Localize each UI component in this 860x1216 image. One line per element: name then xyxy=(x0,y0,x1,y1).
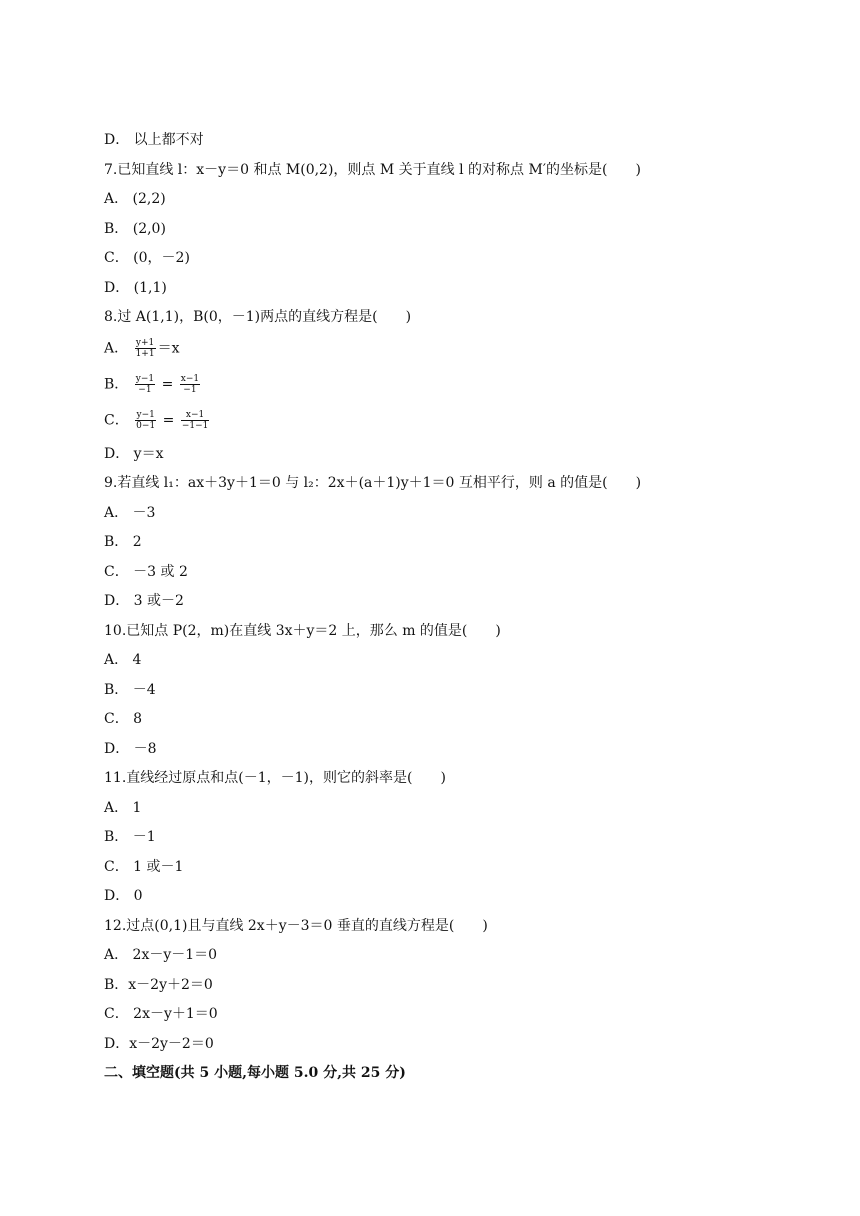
q11-option-d: D． 0 xyxy=(104,888,143,904)
denominator: −1−1 xyxy=(181,421,209,431)
fraction xyxy=(135,374,155,395)
q12-option-a: A． 2x－y－1＝0 xyxy=(104,947,218,963)
q8-option-d: D． y＝x xyxy=(104,446,164,462)
option-label: A． xyxy=(104,340,129,357)
denominator: −1 xyxy=(138,385,152,395)
equals-sign: = xyxy=(162,412,175,429)
q9-option-c: C． －3 或 2 xyxy=(104,564,188,580)
fraction xyxy=(135,410,156,431)
fraction xyxy=(135,338,156,359)
numerator: y−1 xyxy=(135,374,155,384)
section-heading-fill-in: 二、填空题(共 5 小题,每小题 5.0 分,共 25 分) xyxy=(104,1065,406,1081)
q10-option-b: B． －4 xyxy=(104,682,156,698)
q9-option-b: B． 2 xyxy=(104,534,142,550)
q11-option-b: B． －1 xyxy=(104,829,156,845)
q6-option-d: D． 以上都不对 xyxy=(104,132,204,148)
denominator: 0−1 xyxy=(136,421,156,431)
q8-option-b xyxy=(104,374,202,395)
q9-stem: 9.若直线 l₁：ax＋3y＋1＝0 与 l₂：2x＋(a＋1)y＋1＝0 互相平行，则 a 的值是( ) xyxy=(104,475,642,491)
q9-option-d: D． 3 或－2 xyxy=(104,593,184,609)
denominator: 1+1 xyxy=(135,349,155,359)
q10-option-c: C． 8 xyxy=(104,711,143,727)
q9-option-a: A． －3 xyxy=(104,505,156,521)
q7-option-d: D． (1,1) xyxy=(104,280,167,296)
fraction xyxy=(181,410,210,431)
equation-rest: ＝x xyxy=(157,340,180,357)
numerator: x−1 xyxy=(181,410,210,421)
q8-option-a xyxy=(104,338,179,359)
q11-option-a: A． 1 xyxy=(104,800,142,816)
q12-option-b: B．x－2y＋2＝0 xyxy=(104,977,213,993)
equals-sign: = xyxy=(161,376,174,393)
option-label: C． xyxy=(104,412,129,429)
q8-stem: 8.过 A(1,1)，B(0，－1)两点的直线方程是( ) xyxy=(104,309,412,325)
q10-option-d: D． －8 xyxy=(104,741,157,757)
q10-option-a: A． 4 xyxy=(104,652,142,668)
q7-option-b: B． (2,0) xyxy=(104,221,166,237)
numerator: x−1 xyxy=(180,374,200,384)
q11-option-c: C． 1 或－1 xyxy=(104,859,184,875)
q12-option-c: C． 2x－y＋1＝0 xyxy=(104,1006,218,1022)
q7-option-c: C． (0，－2) xyxy=(104,250,190,266)
q12-option-d: D．x－2y－2＝0 xyxy=(104,1036,214,1052)
q11-stem: 11.直线经过原点和点(－1，－1)，则它的斜率是( ) xyxy=(104,770,446,786)
option-label: B． xyxy=(104,376,129,393)
q7-option-a: A． (2,2) xyxy=(104,191,166,207)
denominator: −1 xyxy=(183,385,197,395)
numerator: y+1 xyxy=(135,338,155,348)
numerator: y−1 xyxy=(136,410,155,420)
q12-stem: 12.过点(0,1)且与直线 2x＋y－3＝0 垂直的直线方程是( ) xyxy=(104,918,488,934)
fraction xyxy=(180,374,200,395)
q8-option-c xyxy=(104,410,211,431)
q10-stem: 10.已知点 P(2，m)在直线 3x＋y＝2 上，那么 m 的值是( ) xyxy=(104,623,501,639)
q7-stem: 7.已知直线 l：x－y＝0 和点 M(0,2)，则点 M 关于直线 l 的对称点 M′的坐标是( ) xyxy=(104,162,641,178)
